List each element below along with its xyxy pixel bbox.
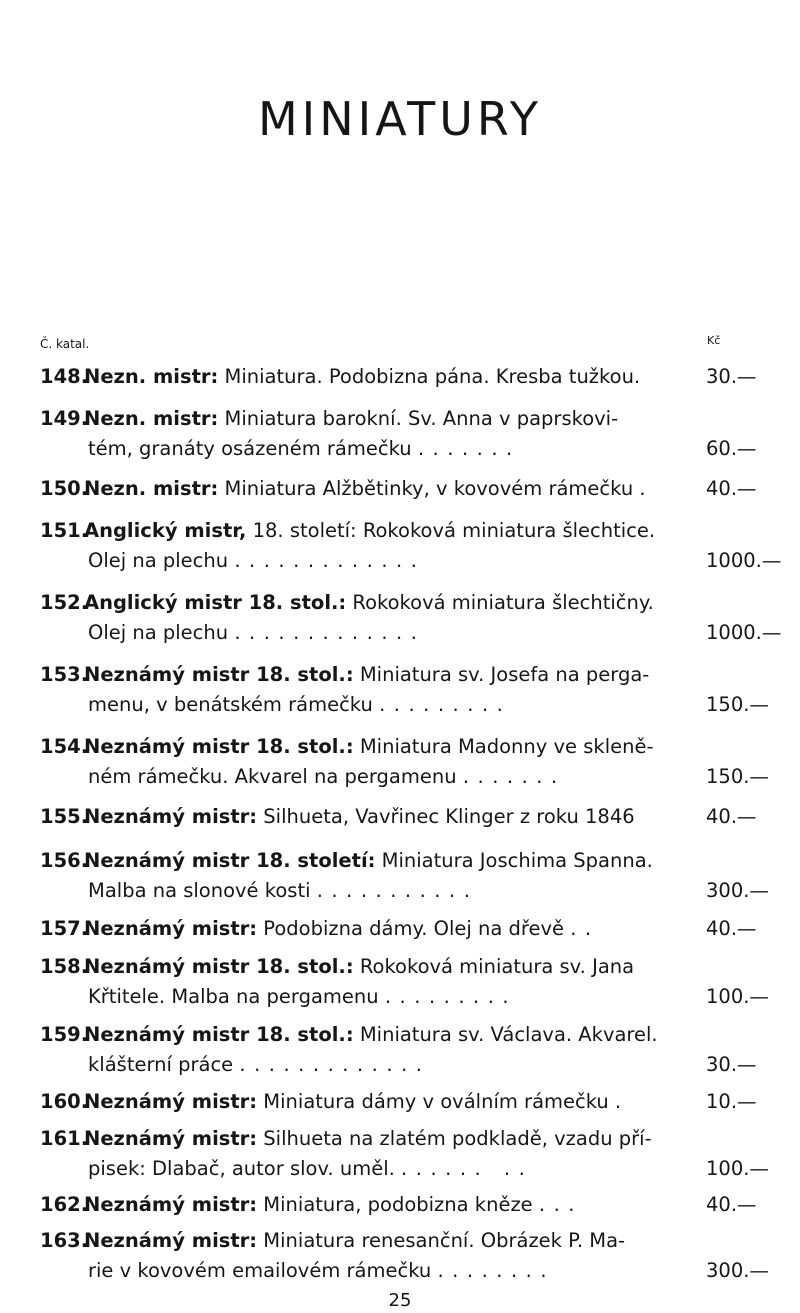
entry-author: Neznámý mistr: <box>84 1193 258 1216</box>
entry-number: 153. <box>40 663 89 686</box>
leader-dots: ......... <box>384 985 518 1008</box>
entry-description: Miniatura Madonny ve skleně- <box>353 735 654 758</box>
entry-number: 148. <box>40 365 89 388</box>
entry-number: 150. <box>40 477 89 500</box>
entry-number: 158. <box>40 955 89 978</box>
entry-number: 160. <box>40 1090 89 1113</box>
entry-price: 100.— <box>706 985 769 1008</box>
entry-number: 156. <box>40 849 89 872</box>
entry-author: Nezn. mistr: <box>84 477 219 500</box>
entry-author: Neznámý mistr: <box>84 1229 258 1252</box>
catalog-entry <box>40 1226 769 1286</box>
leader-dots: ...... .. <box>401 1157 534 1180</box>
entry-description: Rokoková miniatura sv. Jana <box>353 955 635 978</box>
leader-dots: . <box>639 477 655 500</box>
entry-number: 154. <box>40 735 89 758</box>
entry-description: Rokoková miniatura šlechtičny. <box>346 591 654 614</box>
leader-dots: ....... <box>462 765 566 788</box>
entry-description: Miniatura Alžbětinky, v kovovém rámečku <box>218 477 634 500</box>
entry-price: 30.— <box>706 365 757 388</box>
entry-number: 159. <box>40 1023 89 1046</box>
page-title: MINIATURY <box>257 92 542 146</box>
entry-author: Neznámý mistr 18. stol.: <box>84 1023 354 1046</box>
currency-header: Kč <box>707 334 721 347</box>
entry-number: 157. <box>40 917 89 940</box>
leader-dots: .. <box>570 917 600 940</box>
entry-description: Miniatura, podobizna kněze <box>257 1193 533 1216</box>
catalog-entry <box>40 732 769 792</box>
catalog-entry <box>40 1087 757 1117</box>
catalog-entry <box>40 516 782 576</box>
entry-description: Silhueta na zlatém podkladě, vzadu pří- <box>257 1127 652 1150</box>
catalog-entry <box>40 952 769 1012</box>
entry-author: Neznámý mistr 18. stol.: <box>84 735 354 758</box>
entry-price: 300.— <box>706 879 769 902</box>
entry-description: klášterní práce <box>88 1053 234 1076</box>
catalog-entry <box>40 404 757 464</box>
catalog-entry <box>40 802 757 832</box>
entry-description: Miniatura sv. Václava. Akvarel. <box>353 1023 658 1046</box>
entry-number: 149. <box>40 407 89 430</box>
entry-price: 150.— <box>706 765 769 788</box>
entry-number: 161. <box>40 1127 89 1150</box>
catalog-entry <box>40 660 769 720</box>
leader-dots: ............. <box>234 549 426 572</box>
entry-number: 163. <box>40 1229 89 1252</box>
page-number: 25 <box>388 1290 412 1311</box>
leader-dots: ............. <box>239 1053 431 1076</box>
entry-author: Neznámý mistr: <box>84 805 258 828</box>
entry-description: Miniatura barokní. Sv. Anna v paprskovi- <box>218 407 619 430</box>
entry-description: Olej na plechu <box>88 621 229 644</box>
catalog-entry <box>40 914 757 944</box>
entry-description: Miniatura Joschima Spanna. <box>375 849 653 872</box>
entry-price: 1000.— <box>706 621 782 644</box>
entry-description: ném rámečku. Akvarel na pergamenu <box>88 765 457 788</box>
catalog-entry <box>40 1124 769 1184</box>
entry-price: 150.— <box>706 693 769 716</box>
catalog-number-header: Č. katal. <box>40 337 90 351</box>
entry-description: pisek: Dlabač, autor slov. uměl. <box>88 1157 395 1180</box>
entry-author: Neznámý mistr 18. stol.: <box>84 663 354 686</box>
leader-dots: ......... <box>379 693 512 716</box>
catalog-entry <box>40 846 769 906</box>
entry-description: Podobizna dámy. Olej na dřevě <box>257 917 565 940</box>
entry-author: Neznámý mistr 18. století: <box>84 849 376 872</box>
entry-price: 60.— <box>706 437 757 460</box>
leader-dots: ....... <box>417 437 521 460</box>
entry-description: Křtitele. Malba na pergamenu <box>88 985 379 1008</box>
entry-description: 18. století: Rokoková miniatura šlechtice. <box>246 519 656 542</box>
entry-price: 1000.— <box>706 549 782 572</box>
entry-price: 100.— <box>706 1157 769 1180</box>
leader-dots: ........ <box>437 1259 556 1282</box>
entry-author: Nezn. mistr: <box>84 365 219 388</box>
entry-author: Neznámý mistr: <box>84 1127 258 1150</box>
catalog-entry <box>40 1020 757 1080</box>
entry-price: 40.— <box>706 1193 757 1216</box>
entry-description: Miniatura sv. Josefa na perga- <box>353 663 650 686</box>
catalog-entry <box>40 362 757 392</box>
entry-description: Miniatura. Podobizna pána. Kresba tužkou. <box>218 365 641 388</box>
catalog-entry <box>40 588 782 648</box>
entry-description: Malba na slonové kosti <box>88 879 311 902</box>
leader-dots: ... <box>538 1193 583 1216</box>
entry-price: 300.— <box>706 1259 769 1282</box>
entry-author: Anglický mistr, <box>84 519 247 542</box>
entry-description: Olej na plechu <box>88 549 229 572</box>
entry-number: 152. <box>40 591 89 614</box>
entry-description: menu, v benátském rámečku <box>88 693 373 716</box>
entry-author: Neznámý mistr: <box>84 1090 258 1113</box>
catalog-entry <box>40 1190 757 1220</box>
leader-dots: . <box>615 1090 630 1113</box>
leader-dots: ............. <box>234 621 426 644</box>
leader-dots: ........... <box>316 879 479 902</box>
entry-description: Miniatura renesanční. Obrázek P. Ma- <box>257 1229 626 1252</box>
entry-author: Neznámý mistr: <box>84 917 258 940</box>
entry-number: 155. <box>40 805 89 828</box>
entry-price: 40.— <box>706 477 757 500</box>
entry-description: tém, granáty osázeném rámečku <box>88 437 412 460</box>
entry-description: Miniatura dámy v oválním rámečku <box>257 1090 609 1113</box>
entry-price: 40.— <box>706 805 757 828</box>
entry-number: 151. <box>40 519 89 542</box>
catalog-entry <box>40 474 757 504</box>
entry-author: Neznámý mistr 18. stol.: <box>84 955 354 978</box>
entry-price: 30.— <box>706 1053 757 1076</box>
entry-number: 162. <box>40 1193 89 1216</box>
entry-author: Nezn. mistr: <box>84 407 219 430</box>
entry-description: rie v kovovém emailovém rámečku <box>88 1259 432 1282</box>
entry-author: Anglický mistr 18. stol.: <box>84 591 347 614</box>
entry-description: Silhueta, Vavřinec Klinger z roku 1846 <box>257 805 635 828</box>
entry-price: 40.— <box>706 917 757 940</box>
entry-price: 10.— <box>706 1090 757 1113</box>
